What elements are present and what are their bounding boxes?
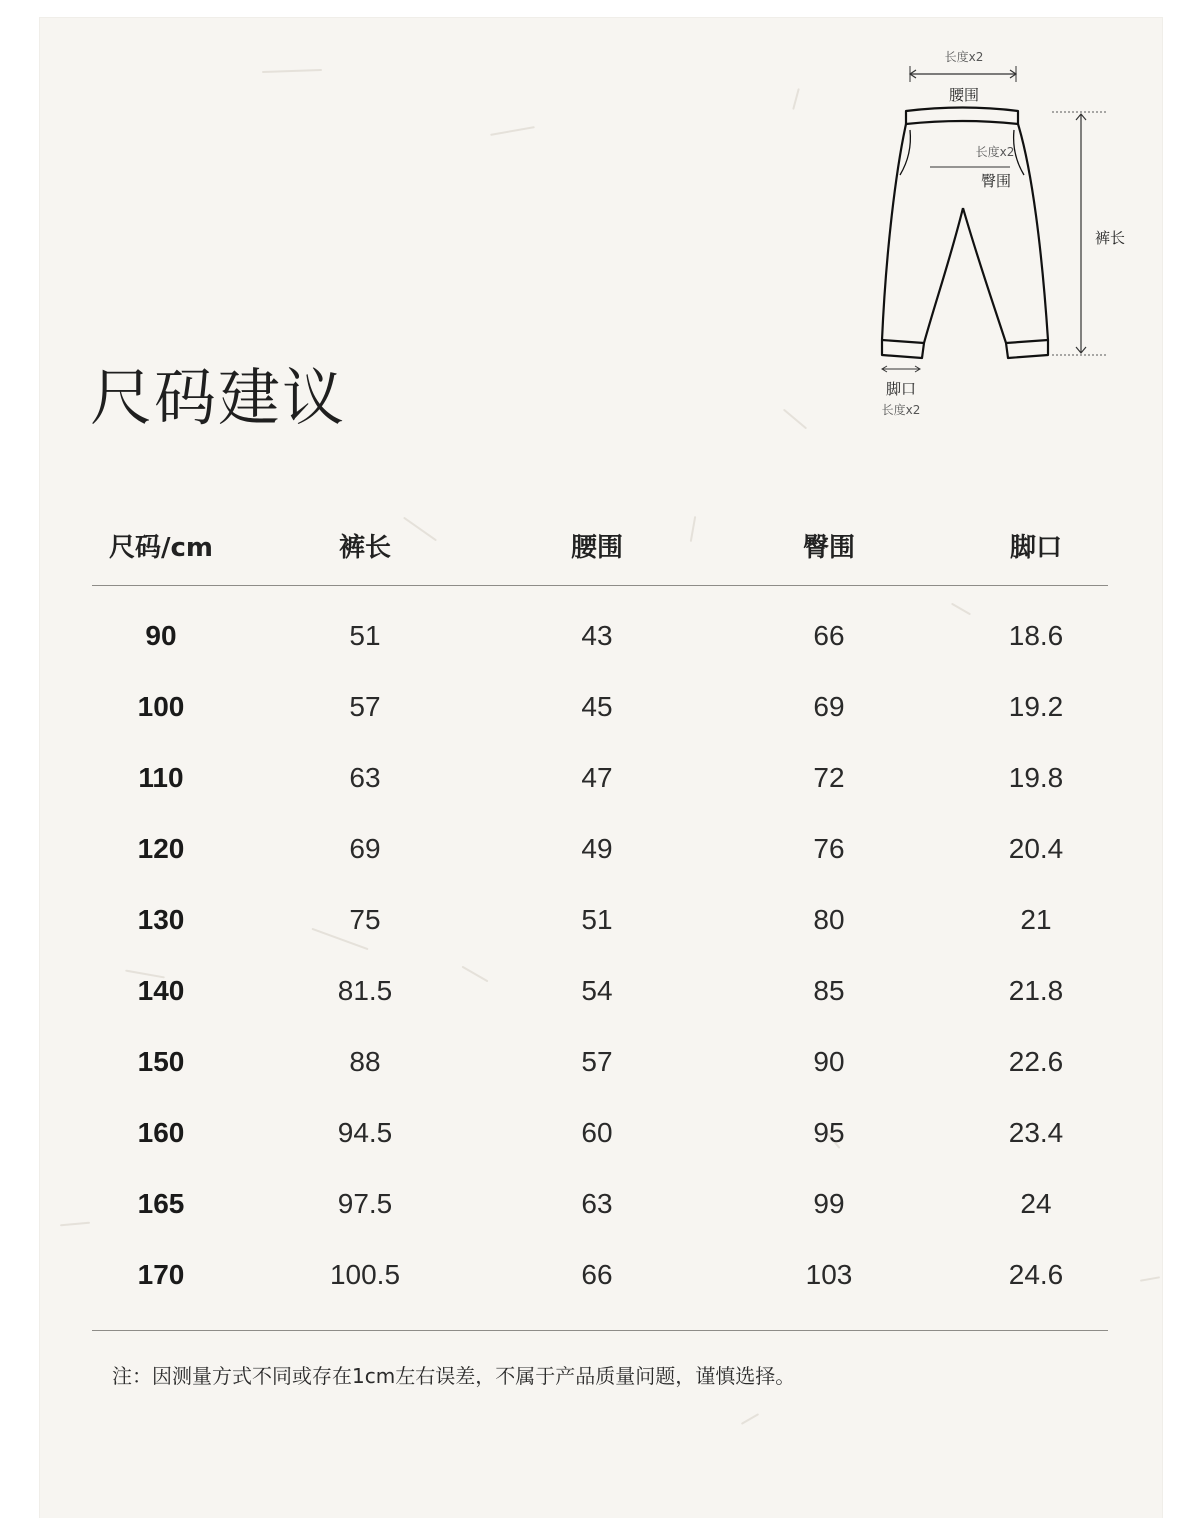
cell-hem: 18.6 bbox=[1008, 619, 1064, 651]
cell-size: 130 bbox=[137, 903, 185, 935]
cell-hip: 85 bbox=[813, 974, 845, 1006]
table-row bbox=[92, 1026, 1108, 1097]
cell-length: 63 bbox=[349, 761, 381, 793]
cell-size: 140 bbox=[137, 974, 185, 1006]
cell-waist: 43 bbox=[581, 619, 613, 651]
cell-hip: 99 bbox=[813, 1187, 845, 1219]
table-row bbox=[92, 742, 1108, 813]
cell-size: 120 bbox=[137, 832, 185, 864]
cell-waist: 51 bbox=[581, 903, 613, 935]
table-row bbox=[92, 955, 1108, 1026]
table-row bbox=[92, 671, 1108, 742]
pants-measurement-diagram bbox=[860, 40, 1150, 430]
paper-fiber bbox=[741, 1413, 759, 1425]
table-row bbox=[92, 1239, 1108, 1331]
paper-fiber bbox=[262, 69, 322, 73]
waist-label: 腰围 bbox=[948, 86, 980, 104]
cell-size: 90 bbox=[145, 619, 177, 651]
length-label: 裤长 bbox=[1094, 229, 1126, 247]
waist-length-label: 长度x2 bbox=[944, 50, 984, 64]
cell-size: 165 bbox=[137, 1187, 185, 1219]
table-row bbox=[92, 1097, 1108, 1168]
cell-hip: 76 bbox=[813, 832, 845, 864]
cell-hip: 69 bbox=[813, 690, 845, 722]
table-row bbox=[92, 884, 1108, 955]
cell-hip: 66 bbox=[813, 619, 845, 651]
hip-label: 臀围 bbox=[980, 172, 1012, 190]
cell-hip: 80 bbox=[813, 903, 845, 935]
disclaimer-note: 注：因测量方式不同或存在1cm左右误差，不属于产品质量问题，谨慎选择。 bbox=[112, 1364, 796, 1388]
header-hip: 臀围 bbox=[694, 505, 964, 586]
header-size: 尺码/cm bbox=[92, 505, 230, 586]
cell-hem: 23.4 bbox=[1008, 1116, 1064, 1148]
table-header-row bbox=[92, 505, 1108, 586]
hem-label: 脚口 bbox=[885, 380, 917, 398]
cell-waist: 45 bbox=[581, 690, 613, 722]
cell-hip: 95 bbox=[813, 1116, 845, 1148]
header-waist: 腰围 bbox=[500, 505, 694, 586]
header-length: 裤长 bbox=[230, 505, 500, 586]
cell-hip: 72 bbox=[813, 761, 845, 793]
table-row bbox=[92, 1168, 1108, 1239]
cell-hem: 22.6 bbox=[1008, 1045, 1064, 1077]
table-row bbox=[92, 586, 1108, 672]
cell-length: 57 bbox=[349, 690, 381, 722]
cell-length: 94.5 bbox=[337, 1116, 393, 1148]
cell-waist: 60 bbox=[581, 1116, 613, 1148]
cell-hem: 24.6 bbox=[964, 1239, 1108, 1331]
cell-size: 100 bbox=[137, 690, 185, 722]
cell-length: 88 bbox=[349, 1045, 381, 1077]
cell-waist: 63 bbox=[581, 1187, 613, 1219]
hem-length-label: 长度x2 bbox=[881, 403, 921, 417]
cell-length: 75 bbox=[349, 903, 381, 935]
cell-size: 110 bbox=[138, 761, 184, 793]
table-row bbox=[92, 813, 1108, 884]
hip-length-label: 长度x2 bbox=[975, 145, 1015, 159]
cell-size: 170 bbox=[92, 1239, 230, 1331]
cell-waist: 66 bbox=[500, 1239, 694, 1331]
paper-fiber bbox=[60, 1222, 90, 1227]
cell-size: 150 bbox=[137, 1045, 185, 1077]
cell-length: 51 bbox=[349, 619, 381, 651]
paper-fiber bbox=[792, 88, 800, 110]
size-table bbox=[92, 505, 1108, 1331]
cell-waist: 54 bbox=[581, 974, 613, 1006]
cell-hem: 19.2 bbox=[1008, 690, 1064, 722]
paper-fiber bbox=[490, 126, 535, 136]
cell-hem: 21 bbox=[1020, 903, 1052, 935]
page-title: 尺码建议 bbox=[90, 361, 347, 434]
cell-hem: 20.4 bbox=[1008, 832, 1064, 864]
cell-hip: 90 bbox=[813, 1045, 845, 1077]
cell-hem: 19.8 bbox=[1008, 761, 1064, 793]
cell-length: 97.5 bbox=[337, 1187, 393, 1219]
header-hem: 脚口 bbox=[964, 505, 1108, 586]
cell-size: 160 bbox=[137, 1116, 185, 1148]
paper-fiber bbox=[783, 409, 807, 430]
cell-length: 81.5 bbox=[337, 974, 393, 1006]
cell-waist: 47 bbox=[581, 761, 613, 793]
cell-hip: 103 bbox=[694, 1239, 964, 1331]
cell-hem: 24 bbox=[1020, 1187, 1052, 1219]
paper-fiber bbox=[1140, 1276, 1160, 1281]
cell-hem: 21.8 bbox=[1008, 974, 1064, 1006]
cell-length: 69 bbox=[349, 832, 381, 864]
cell-waist: 57 bbox=[581, 1045, 613, 1077]
cell-length: 100.5 bbox=[230, 1239, 500, 1331]
cell-waist: 49 bbox=[581, 832, 613, 864]
